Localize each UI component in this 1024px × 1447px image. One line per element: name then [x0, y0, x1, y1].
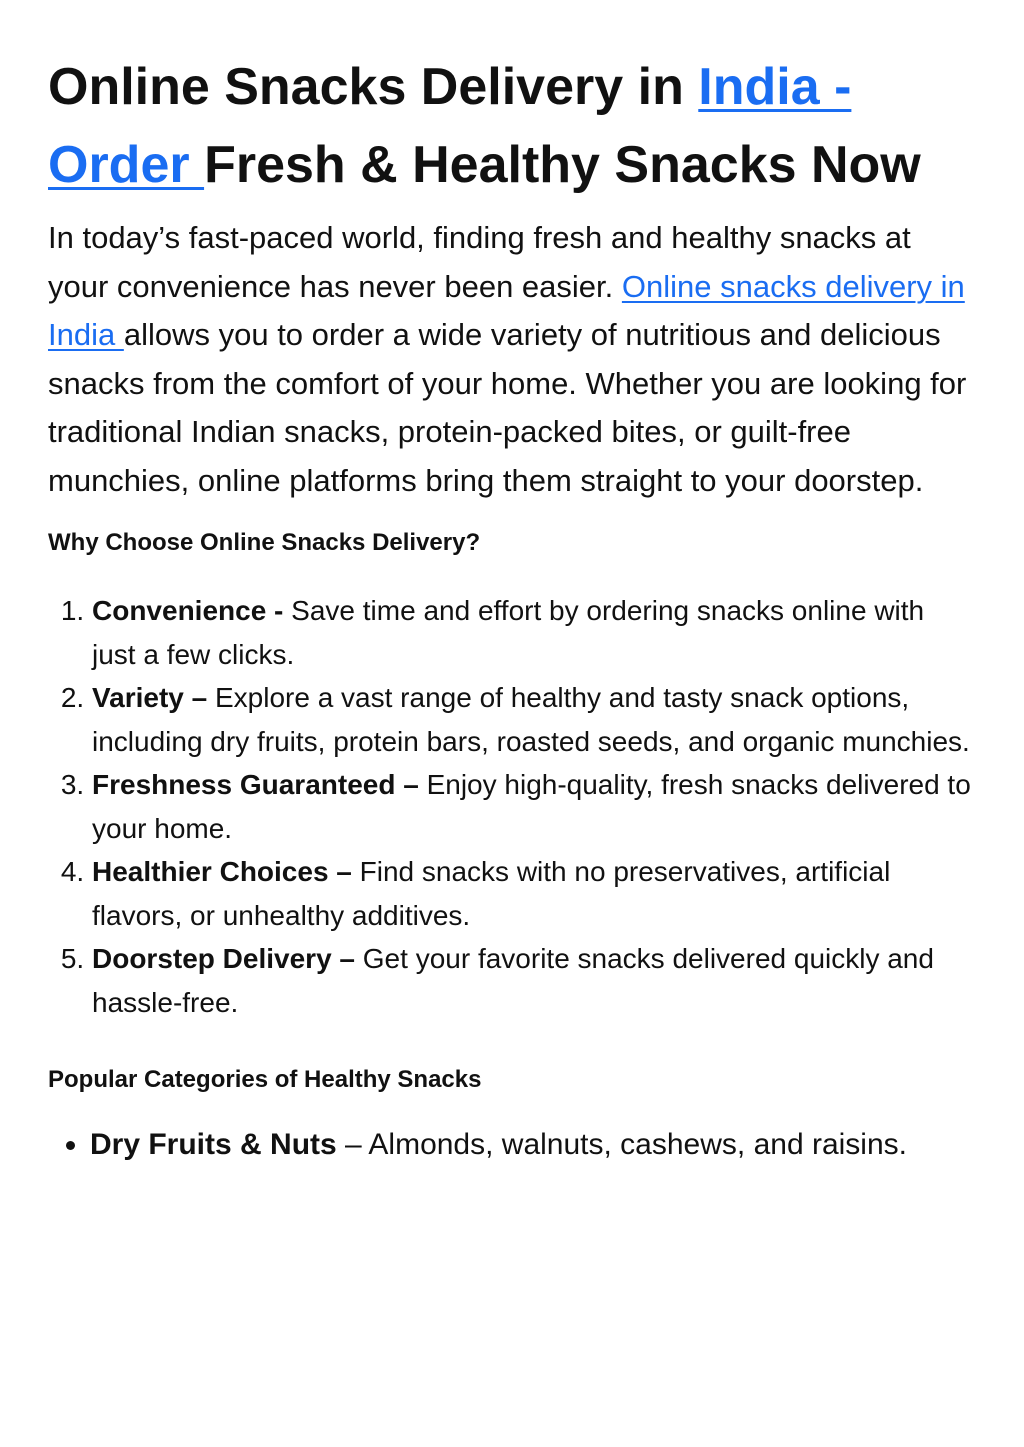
reasons-list: [48, 589, 974, 1024]
why-choose-heading: Why Choose Online Snacks Delivery?: [48, 529, 481, 556]
title-text-end: Fresh & Healthy Snacks Now: [204, 136, 921, 194]
list-item-text: Explore a vast range of healthy and tasty snack options, including dry fruits, protein bars, roasted seeds, and organic munchies.: [92, 682, 970, 757]
title-text-start: Online Snacks Delivery in: [48, 58, 699, 116]
popular-categories-heading: Popular Categories of Healthy Snacks: [48, 1066, 482, 1093]
list-item-title: Healthier Choices –: [92, 856, 360, 887]
page-title: [48, 48, 974, 204]
intro-text-start: In today’s fast-paced world, finding fresh and healthy snacks at your convenience has never been easier.: [48, 220, 911, 304]
title-link-india-order[interactable]: India - Order: [48, 58, 852, 194]
list-item-text: Get your favorite snacks delivered quickly and hassle-free.: [92, 943, 934, 1018]
categories-list: [48, 1122, 974, 1168]
intro-link-online-snacks-delivery[interactable]: Online snacks delivery in India: [48, 268, 965, 352]
list-item-title: Convenience -: [92, 595, 292, 626]
list-item-convenience: [92, 589, 974, 676]
list-item-freshness: [92, 763, 974, 850]
list-item-text: – Almonds, walnuts, cashews, and raisins.: [336, 1128, 907, 1161]
list-item-text: Enjoy high-quality, fresh snacks delivered to your home.: [92, 769, 971, 844]
list-item-text: Save time and effort by ordering snacks online with just a few clicks.: [92, 595, 925, 670]
list-item-dry-fruits-nuts: [90, 1122, 974, 1168]
intro-text-end: allows you to order a wide variety of nutritious and delicious snacks from the comfort of your home. Whether you are looking for traditional Indian snacks, protein-packed bites, or guilt-free munchies, online platforms bring them straight to your doorstep.: [48, 317, 967, 498]
list-item-title: Variety –: [92, 682, 215, 713]
list-item-title: Freshness Guaranteed –: [92, 769, 427, 800]
intro-paragraph: [48, 214, 974, 505]
list-item-doorstep-delivery: [92, 937, 974, 1024]
list-item-text: Find snacks with no preservatives, artificial flavors, or unhealthy additives.: [92, 856, 891, 931]
list-item-healthier-choices: [92, 850, 974, 937]
list-item-variety: [92, 676, 974, 763]
list-item-title: Doorstep Delivery –: [92, 943, 363, 974]
list-item-title: Dry Fruits & Nuts: [90, 1128, 337, 1161]
